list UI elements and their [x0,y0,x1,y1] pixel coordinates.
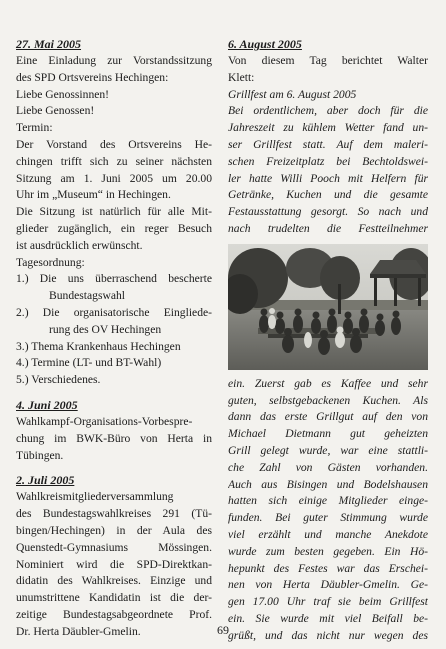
text-line: Festausstattung gesorgt. So nach und [228,205,428,219]
text-line: Liebe Genossinnen! [16,87,110,101]
text-line: Termin: [16,121,53,135]
text-line: ein. Sie wurde mit viel Beifall be- [228,611,428,625]
text-line: des SPD Ortsvereins Hechingen: [16,70,169,84]
text-line: Grill gelegt wurde, war eine stattli- [228,443,428,457]
text-line: Wahlkreismitgliederversammlung [16,490,174,504]
text-line: Grillfest am 6. August 2005 [228,87,357,101]
text-line: Auch aus Bisingen und Bodelshausen [228,477,428,491]
text-line: Von diesem Tag berichtet Walter [228,54,428,67]
text-line: che Zahl von Gästen vorhanden. [228,460,428,474]
grillfest-photo [228,244,428,370]
text-line: viel erzählt und manche Anekdote [228,527,428,541]
text-line: bingen/Hechingen) in der Aula des [16,523,212,537]
text-line: chung im BWK-Büro von Herta in [16,431,212,445]
text-line: nen von Herta Däubler-Gmelin. Ge- [228,578,428,592]
text-line: Liebe Genossen! [16,104,95,118]
text-line: Uhr im „Museum“ in Hechingen. [16,188,171,202]
text-line: glieder zugänglich, ein reger Besuch [16,221,212,235]
text-line: ein. Zuerst gab es Kaffee und sehr [228,376,428,390]
text-line: Getränke, Kuchen und die gesamte [228,188,428,202]
text-line: nach trudelten die Festteilnehmer [228,221,428,235]
text-line: grüßt, und das nicht nur wegen des [228,628,428,642]
text-line: gen 17.00 Uhr traf sie beim Grillfest [228,595,428,609]
agenda-item: 2.) Die organisatorische Eingliede- [16,305,212,319]
text-line: funden. Bei guter Stimmung wurde [228,511,428,525]
text-line: ist ausdrücklich erwünscht. [16,238,143,252]
agenda-item: 3.) Thema Krankenhaus Hechingen [16,339,181,353]
left-column [16,36,212,641]
text-line: zeitige Bundestagsabgeordnete Prof. [16,607,212,621]
text-line: Die Sitzung ist natürlich für alle Mit- [16,205,212,219]
text-line: hatten sich einige Mitglieder einge- [228,494,428,508]
agenda-item: 1.) Die uns überraschend bescherte [16,272,212,286]
text-line: Tagesordnung: [16,255,85,269]
agenda-item: 4.) Termine (LT- und BT-Wahl) [16,356,162,370]
agenda-item: Bundestagswahl [49,289,125,303]
text-line: Der Vorstand des Ortsvereins He- [16,137,212,151]
text-line: des Bundestagswahlkreises 291 (Tü- [16,507,212,521]
agenda-item: 5.) Verschiedenes. [16,373,101,387]
text-line: ser Grillfest statt. Auf dem maleri- [228,137,428,151]
text-line: didatin des Wahlkreises. Einzige und [16,574,212,588]
text-line: schen Freizeitplatz bei Bechtoldswei- [228,154,428,168]
text-line: ler hatte Willi Pooch mit Helfern für [228,171,428,185]
text-line: wurde zum besten gegeben. Ein Hö- [228,544,428,558]
text-line: Eine Einladung zur Vorstandssitzung [16,54,212,67]
text-line: guten, selbstgebackenen Kuchen. Als [228,393,428,407]
text-line: Dr. Herta Däubler-Gmelin. [16,624,141,638]
text-line: dann das erste Grillgut auf den von [228,410,428,424]
text-line: Bei ordentlichem, aber doch für die [228,104,428,118]
page-number: 69 [217,623,229,637]
text-line: Sitzung am 1. Juni 2005 um 20.00 [16,171,212,185]
text-line: unumstrittene Kandidatin ist die der- [16,591,212,605]
text-line: chingen trifft sich zu seiner nächsten [16,154,212,168]
text-line: hepunkt des Festes war das Erschei- [228,561,428,575]
right-column [228,36,428,645]
heading-6-august: 6. August 2005 [228,37,302,51]
text-line: Klett: [228,70,255,84]
text-line: Quenstedt-Gymnasiums Mössingen. [16,540,212,554]
text-line: Wahlkampf-Organisations-Vorbespre- [16,414,193,428]
agenda-item: rung des OV Hechingen [49,322,162,336]
text-line: Michael Dietmann gut geheizten [228,427,428,441]
heading-4-juni: 4. Juni 2005 [16,397,78,412]
heading-27-mai: 27. Mai 2005 [16,37,82,51]
text-line: Tübingen. [16,448,64,462]
text-line: Nominiert wird die SPD-Direktkan- [16,557,212,571]
heading-2-juli: 2. Juli 2005 [16,473,75,488]
text-line: Jahreszeit zu kühlem Wetter fand un- [228,121,428,135]
